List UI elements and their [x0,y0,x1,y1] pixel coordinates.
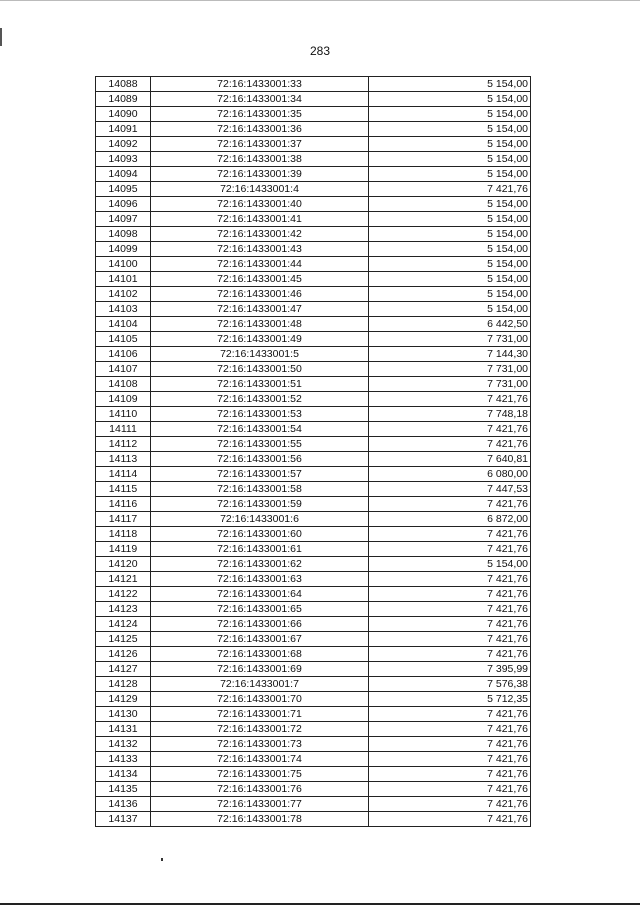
cadastral-number-cell: 72:16:1433001:76 [151,782,369,797]
table-row [96,557,531,572]
value-cell: 7 421,76 [369,572,531,587]
cadastral-number-cell: 72:16:1433001:6 [151,512,369,527]
value-cell: 5 154,00 [369,242,531,257]
value-cell: 6 080,00 [369,467,531,482]
cadastral-number-cell: 72:16:1433001:39 [151,167,369,182]
row-number-cell: 14089 [96,92,151,107]
row-number-cell: 14109 [96,392,151,407]
value-cell: 7 421,76 [369,767,531,782]
cadastral-number-cell: 72:16:1433001:52 [151,392,369,407]
cadastral-number-cell: 72:16:1433001:68 [151,647,369,662]
row-number-cell: 14117 [96,512,151,527]
cadastral-number-cell: 72:16:1433001:74 [151,752,369,767]
cadastral-number-cell: 72:16:1433001:67 [151,632,369,647]
value-cell: 7 395,99 [369,662,531,677]
value-cell: 5 154,00 [369,107,531,122]
value-cell: 5 154,00 [369,212,531,227]
table-row [96,422,531,437]
row-number-cell: 14104 [96,317,151,332]
table-row [96,437,531,452]
value-cell: 7 447,53 [369,482,531,497]
table-row [96,737,531,752]
row-number-cell: 14120 [96,557,151,572]
cadastral-number-cell: 72:16:1433001:53 [151,407,369,422]
table-row [96,677,531,692]
table-row [96,272,531,287]
value-cell: 5 154,00 [369,167,531,182]
table-row [96,182,531,197]
cadastral-number-cell: 72:16:1433001:77 [151,797,369,812]
cadastral-number-cell: 72:16:1433001:41 [151,212,369,227]
table-row [96,317,531,332]
cadastral-number-cell: 72:16:1433001:75 [151,767,369,782]
row-number-cell: 14115 [96,482,151,497]
table-row [96,197,531,212]
table-row [96,527,531,542]
cadastral-number-cell: 72:16:1433001:44 [151,257,369,272]
table-row [96,767,531,782]
cadastral-number-cell: 72:16:1433001:48 [151,317,369,332]
value-cell: 5 154,00 [369,272,531,287]
table-container [95,76,531,827]
value-cell: 7 421,76 [369,707,531,722]
row-number-cell: 14126 [96,647,151,662]
table-row [96,347,531,362]
table-row [96,692,531,707]
value-cell: 7 640,81 [369,452,531,467]
row-number-cell: 14130 [96,707,151,722]
row-number-cell: 14119 [96,542,151,557]
value-cell: 7 421,76 [369,752,531,767]
table-row [96,632,531,647]
table-row [96,122,531,137]
value-cell: 7 421,76 [369,602,531,617]
row-number-cell: 14114 [96,467,151,482]
value-cell: 5 154,00 [369,122,531,137]
row-number-cell: 14124 [96,617,151,632]
value-cell: 7 421,76 [369,587,531,602]
value-cell: 7 731,00 [369,332,531,347]
cadastral-number-cell: 72:16:1433001:60 [151,527,369,542]
value-cell: 7 421,76 [369,422,531,437]
row-number-cell: 14128 [96,677,151,692]
table-row [96,407,531,422]
table-row [96,92,531,107]
value-cell: 7 731,00 [369,377,531,392]
cadastral-number-cell: 72:16:1433001:57 [151,467,369,482]
value-cell: 7 421,76 [369,737,531,752]
table-row [96,602,531,617]
table-row [96,362,531,377]
cadastral-number-cell: 72:16:1433001:58 [151,482,369,497]
row-number-cell: 14118 [96,527,151,542]
row-number-cell: 14101 [96,272,151,287]
cadastral-number-cell: 72:16:1433001:69 [151,662,369,677]
table-row [96,722,531,737]
table-row [96,227,531,242]
table-row [96,302,531,317]
table-row [96,137,531,152]
table-row [96,752,531,767]
table-row [96,647,531,662]
page-number: 283 [309,44,331,58]
table-row [96,287,531,302]
cadastral-number-cell: 72:16:1433001:7 [151,677,369,692]
table-row [96,812,531,827]
row-number-cell: 14098 [96,227,151,242]
value-cell: 7 144,30 [369,347,531,362]
table-row [96,512,531,527]
row-number-cell: 14134 [96,767,151,782]
row-number-cell: 14111 [96,422,151,437]
cadastral-number-cell: 72:16:1433001:46 [151,287,369,302]
row-number-cell: 14088 [96,77,151,92]
table-row [96,377,531,392]
cadastral-number-cell: 72:16:1433001:47 [151,302,369,317]
cadastral-number-cell: 72:16:1433001:34 [151,92,369,107]
value-cell: 7 421,76 [369,497,531,512]
row-number-cell: 14137 [96,812,151,827]
cadastral-number-cell: 72:16:1433001:55 [151,437,369,452]
row-number-cell: 14097 [96,212,151,227]
cadastral-number-cell: 72:16:1433001:56 [151,452,369,467]
value-cell: 5 154,00 [369,257,531,272]
table-row [96,392,531,407]
table-row [96,572,531,587]
row-number-cell: 14103 [96,302,151,317]
value-cell: 5 154,00 [369,227,531,242]
row-number-cell: 14135 [96,782,151,797]
cadastral-number-cell: 72:16:1433001:54 [151,422,369,437]
table-row [96,167,531,182]
value-cell: 7 421,76 [369,797,531,812]
value-cell: 5 154,00 [369,197,531,212]
value-cell: 7 421,76 [369,527,531,542]
scan-edge-top [0,0,640,1]
row-number-cell: 14133 [96,752,151,767]
cadastral-number-cell: 72:16:1433001:45 [151,272,369,287]
value-cell: 6 442,50 [369,317,531,332]
value-cell: 7 731,00 [369,362,531,377]
cadastral-number-cell: 72:16:1433001:78 [151,812,369,827]
table-row [96,452,531,467]
cadastral-number-cell: 72:16:1433001:51 [151,377,369,392]
table-row [96,242,531,257]
table-row [96,707,531,722]
cadastral-number-cell: 72:16:1433001:38 [151,152,369,167]
table-body [96,77,531,827]
cadastral-number-cell: 72:16:1433001:65 [151,602,369,617]
value-cell: 6 872,00 [369,512,531,527]
cadastral-number-cell: 72:16:1433001:61 [151,542,369,557]
table-row [96,587,531,602]
value-cell: 5 154,00 [369,152,531,167]
table-row [96,662,531,677]
row-number-cell: 14127 [96,662,151,677]
row-number-cell: 14096 [96,197,151,212]
value-cell: 7 421,76 [369,782,531,797]
row-number-cell: 14131 [96,722,151,737]
table-row [96,497,531,512]
row-number-cell: 14095 [96,182,151,197]
cadastral-number-cell: 72:16:1433001:66 [151,617,369,632]
cadastral-number-cell: 72:16:1433001:62 [151,557,369,572]
row-number-cell: 14099 [96,242,151,257]
cadastral-number-cell: 72:16:1433001:72 [151,722,369,737]
row-number-cell: 14113 [96,452,151,467]
value-cell: 5 154,00 [369,287,531,302]
value-cell: 7 421,76 [369,542,531,557]
cadastral-number-cell: 72:16:1433001:37 [151,137,369,152]
table-row [96,782,531,797]
cadastral-number-cell: 72:16:1433001:50 [151,362,369,377]
value-cell: 5 154,00 [369,77,531,92]
row-number-cell: 14110 [96,407,151,422]
value-cell: 7 421,76 [369,392,531,407]
row-number-cell: 14100 [96,257,151,272]
cadastral-number-cell: 72:16:1433001:4 [151,182,369,197]
table-row [96,257,531,272]
row-number-cell: 14123 [96,602,151,617]
cadastral-number-cell: 72:16:1433001:49 [151,332,369,347]
row-number-cell: 14093 [96,152,151,167]
table-row [96,542,531,557]
table-row [96,797,531,812]
row-number-cell: 14125 [96,632,151,647]
value-cell: 7 421,76 [369,722,531,737]
row-number-cell: 14090 [96,107,151,122]
cadastral-number-cell: 72:16:1433001:43 [151,242,369,257]
value-cell: 5 154,00 [369,137,531,152]
table-row [96,152,531,167]
table-row [96,617,531,632]
value-cell: 7 421,76 [369,182,531,197]
row-number-cell: 14091 [96,122,151,137]
cadastral-number-cell: 72:16:1433001:63 [151,572,369,587]
scan-speck [161,858,163,861]
row-number-cell: 14121 [96,572,151,587]
value-cell: 7 421,76 [369,812,531,827]
table-row [96,482,531,497]
cadastral-number-cell: 72:16:1433001:59 [151,497,369,512]
cadastral-number-cell: 72:16:1433001:5 [151,347,369,362]
cadastral-number-cell: 72:16:1433001:71 [151,707,369,722]
value-cell: 5 154,00 [369,302,531,317]
cadastral-number-cell: 72:16:1433001:64 [151,587,369,602]
row-number-cell: 14122 [96,587,151,602]
cadastral-number-cell: 72:16:1433001:40 [151,197,369,212]
value-cell: 7 748,18 [369,407,531,422]
row-number-cell: 14105 [96,332,151,347]
table-row [96,332,531,347]
cadastral-number-cell: 72:16:1433001:33 [151,77,369,92]
cadastral-value-table [95,76,531,827]
value-cell: 7 421,76 [369,632,531,647]
row-number-cell: 14136 [96,797,151,812]
table-row [96,212,531,227]
value-cell: 7 421,76 [369,647,531,662]
cadastral-number-cell: 72:16:1433001:36 [151,122,369,137]
value-cell: 7 421,76 [369,437,531,452]
cadastral-number-cell: 72:16:1433001:73 [151,737,369,752]
table-row [96,77,531,92]
row-number-cell: 14107 [96,362,151,377]
row-number-cell: 14132 [96,737,151,752]
row-number-cell: 14108 [96,377,151,392]
table-row [96,107,531,122]
value-cell: 5 712,35 [369,692,531,707]
row-number-cell: 14116 [96,497,151,512]
value-cell: 5 154,00 [369,557,531,572]
row-number-cell: 14112 [96,437,151,452]
row-number-cell: 14102 [96,287,151,302]
cadastral-number-cell: 72:16:1433001:70 [151,692,369,707]
row-number-cell: 14092 [96,137,151,152]
value-cell: 7 421,76 [369,617,531,632]
row-number-cell: 14129 [96,692,151,707]
row-number-cell: 14106 [96,347,151,362]
cadastral-number-cell: 72:16:1433001:35 [151,107,369,122]
value-cell: 5 154,00 [369,92,531,107]
row-number-cell: 14094 [96,167,151,182]
cadastral-number-cell: 72:16:1433001:42 [151,227,369,242]
value-cell: 7 576,38 [369,677,531,692]
table-row [96,467,531,482]
